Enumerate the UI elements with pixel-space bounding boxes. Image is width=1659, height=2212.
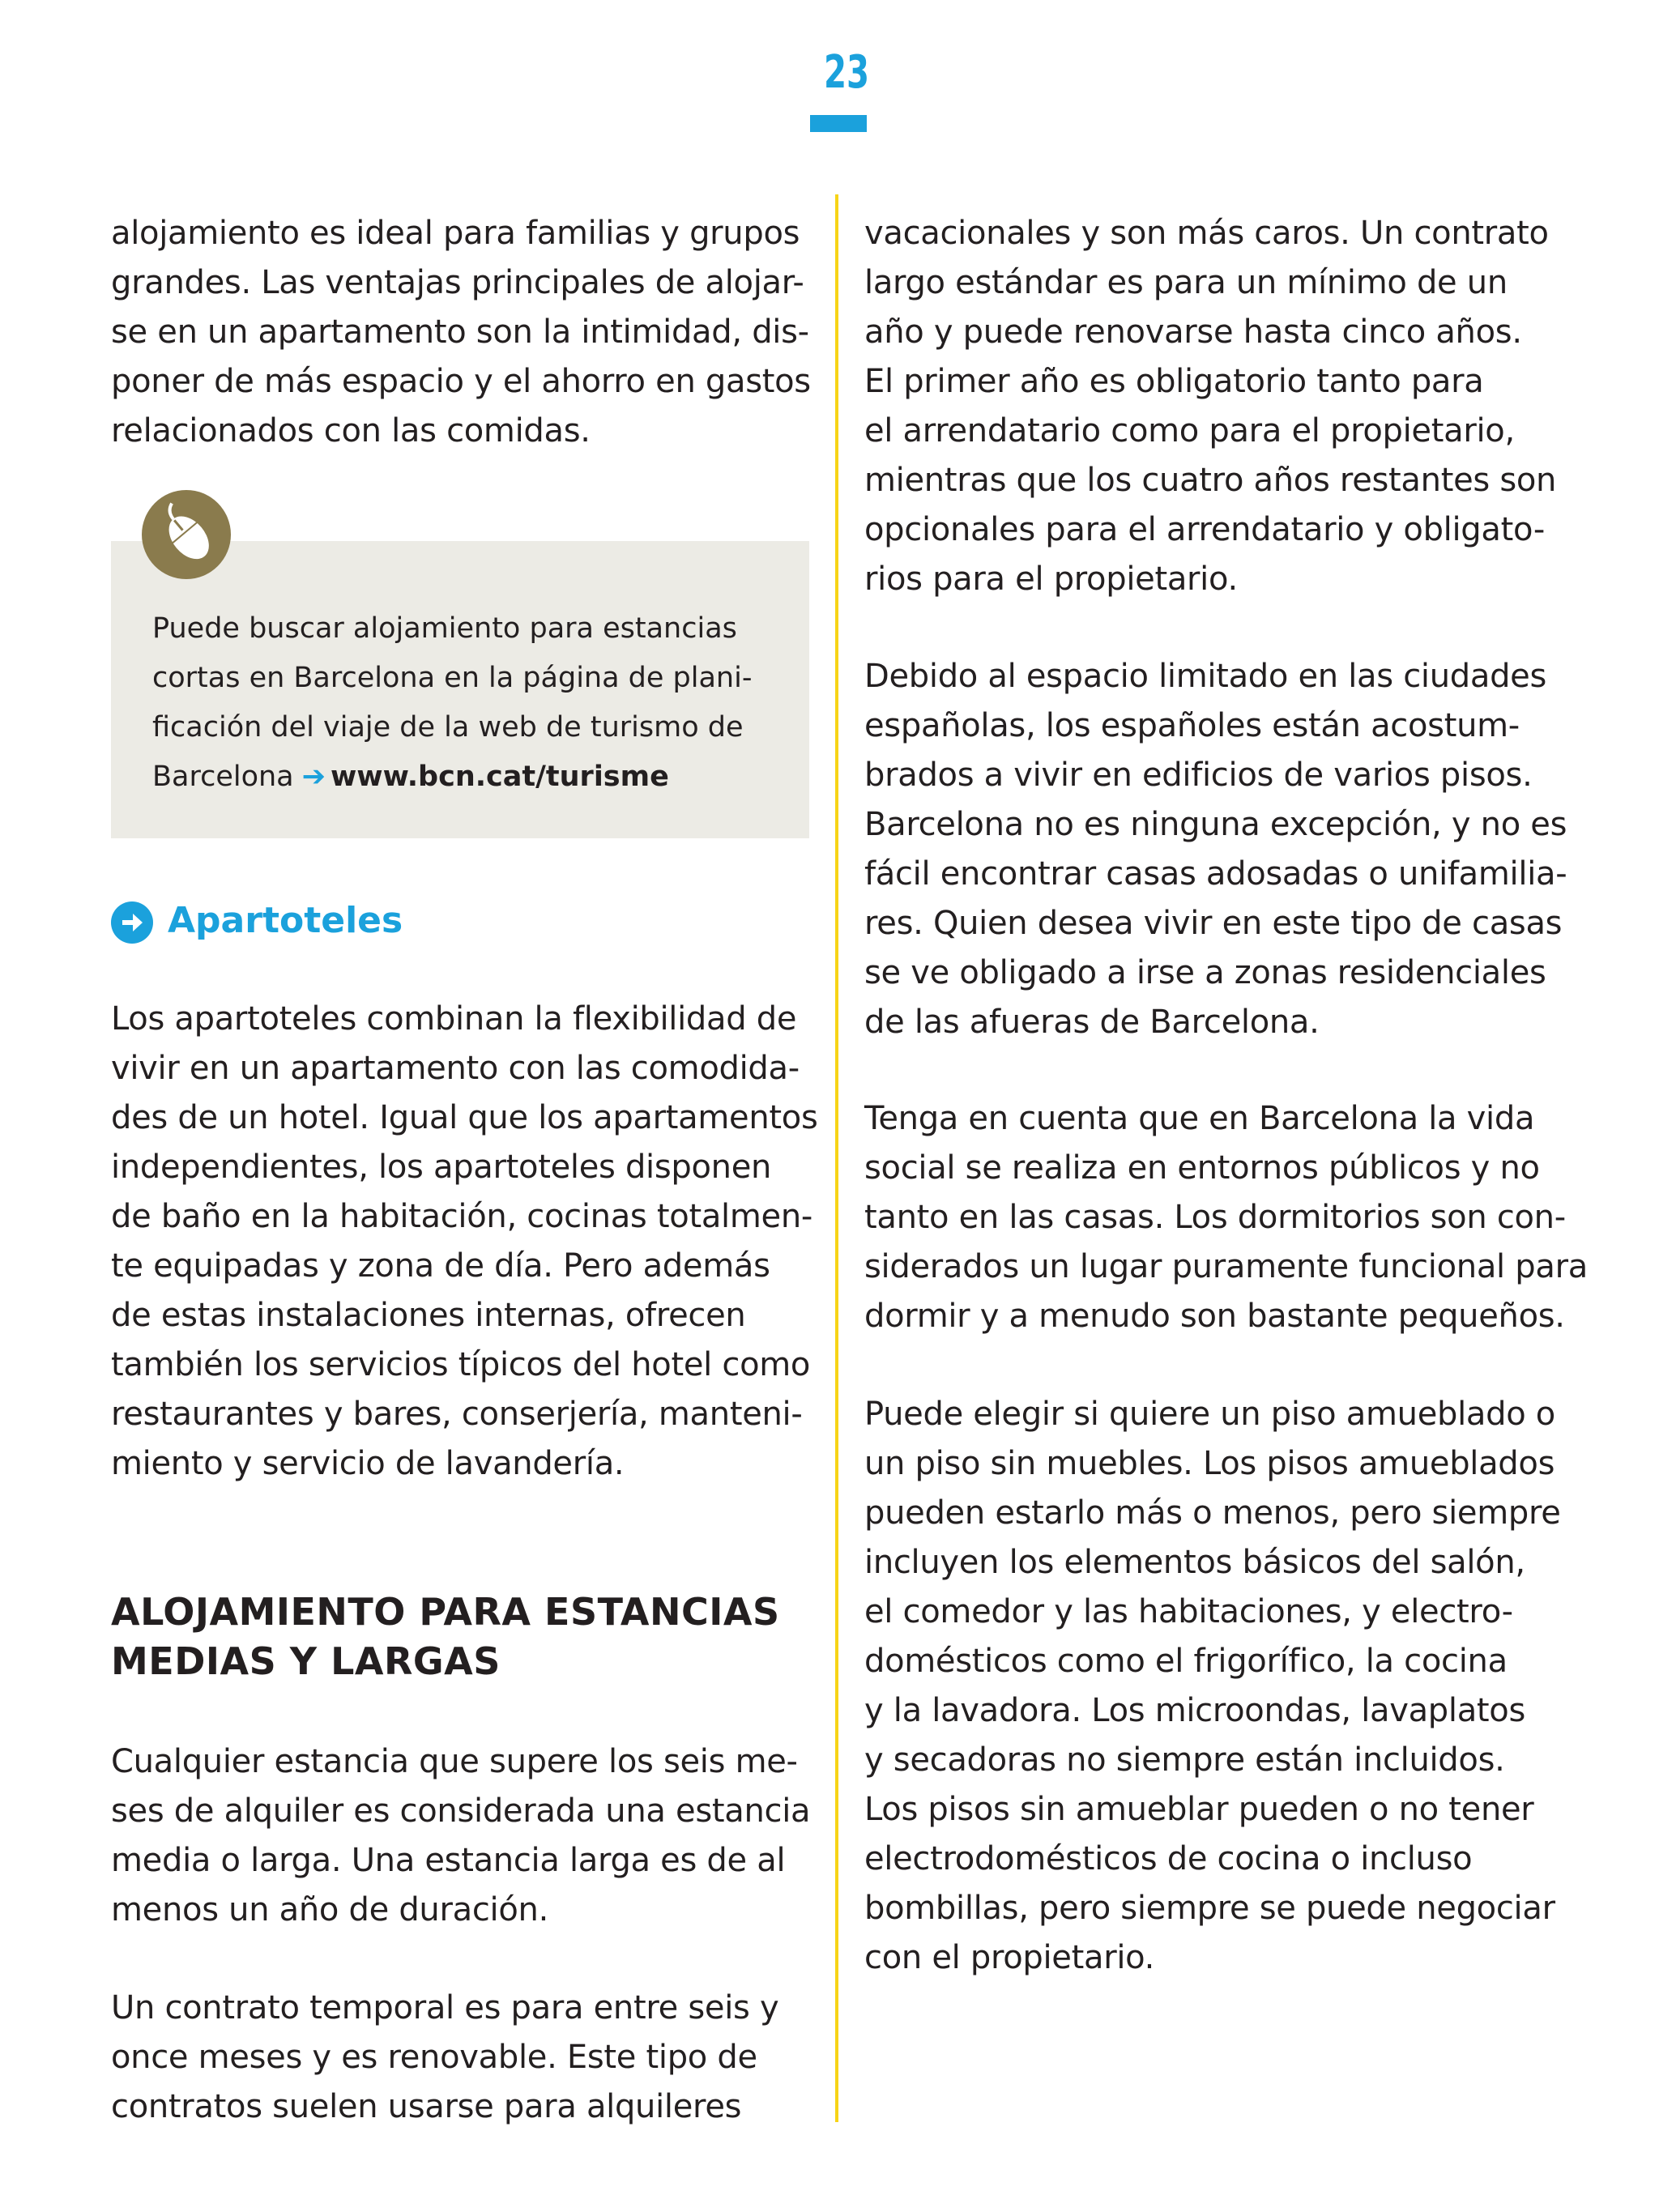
text-line: dormir y a menudo son bastante pequeños.	[864, 1298, 1565, 1335]
mouse-icon	[142, 490, 231, 579]
text-line: opcionales para el arrendatario y obligato-	[864, 511, 1546, 548]
text-line: El primer año es obligatorio tanto para	[864, 363, 1484, 400]
text-line: bombillas, pero siempre se puede negociar	[864, 1890, 1555, 1927]
text-line: de baño en la habitación, cocinas totalmen-	[111, 1198, 813, 1235]
text-line: relacionados con las comidas.	[111, 412, 591, 450]
right-paragraph-3	[864, 1094, 1588, 1341]
tip-last-text: Barcelona	[152, 761, 294, 793]
text-line: Barcelona no es ninguna excepción, y no es	[864, 806, 1567, 843]
text-line: brados a vivir en edificios de varios pisos.	[864, 757, 1533, 794]
text-line: tanto en las casas. Los dormitorios son con-	[864, 1199, 1566, 1236]
text-line: se ve obligado a irse a zonas residenciales	[864, 954, 1546, 991]
tip-line: cortas en Barcelona en la página de plani-	[152, 662, 753, 694]
page-number-bar	[810, 115, 867, 132]
text-line: Cualquier estancia que supere los seis me-	[111, 1743, 798, 1780]
tip-text	[152, 604, 752, 802]
text-line: de las afueras de Barcelona.	[864, 1004, 1320, 1041]
text-line: poner de más espacio y el ahorro en gastos	[111, 363, 811, 400]
section-title-line: ALOJAMIENTO PARA ESTANCIAS	[111, 1590, 780, 1634]
text-line: un piso sin muebles. Los pisos amueblados	[864, 1445, 1555, 1482]
text-line: restaurantes y bares, conserjería, manteni-	[111, 1396, 803, 1433]
left-paragraph-1	[111, 209, 811, 456]
text-line: también los servicios típicos del hotel como	[111, 1346, 811, 1383]
text-line: alojamiento es ideal para familias y grupos	[111, 215, 800, 252]
text-line: independientes, los apartoteles disponen	[111, 1149, 772, 1186]
left-paragraph-4	[111, 1984, 778, 2132]
text-line: Debido al espacio limitado en las ciudades	[864, 658, 1547, 695]
text-line: grandes. Las ventajas principales de alojar-	[111, 264, 804, 301]
text-line: menos un año de duración.	[111, 1891, 548, 1929]
tip-line: Puede buscar alojamiento para estancias	[152, 612, 737, 645]
right-paragraph-1	[864, 209, 1556, 604]
text-line: miento y servicio de lavandería.	[111, 1445, 625, 1482]
text-line: res. Quien desea vivir en este tipo de casas	[864, 905, 1563, 942]
text-line: social se realiza en entornos públicos y no	[864, 1149, 1540, 1187]
text-line: año y puede renovarse hasta cinco años.	[864, 313, 1522, 351]
arrow-circle-icon	[111, 901, 153, 944]
page-number: 23	[824, 46, 870, 99]
text-line: de estas instalaciones internas, ofrecen	[111, 1297, 746, 1334]
section-title	[111, 1588, 780, 1686]
tip-line: ficación del viaje de la web de turismo de	[152, 711, 744, 744]
text-line: vivir en un apartamento con las comodida-	[111, 1050, 800, 1087]
text-line: se en un apartamento son la intimidad, dis-	[111, 313, 809, 351]
text-line: once meses y es renovable. Este tipo de	[111, 2039, 757, 2076]
text-line: y la lavadora. Los microondas, lavaplatos	[864, 1692, 1526, 1729]
text-line: Un contrato temporal es para entre seis y	[111, 1989, 779, 2027]
text-line: siderados un lugar puramente funcional para	[864, 1248, 1588, 1285]
tip-line-last	[152, 752, 752, 802]
text-line: Los apartoteles combinan la flexibilidad de	[111, 1000, 797, 1038]
text-line: te equipadas y zona de día. Pero además	[111, 1247, 770, 1285]
text-line: el arrendatario como para el propietario,	[864, 412, 1515, 450]
section-title-line: MEDIAS Y LARGAS	[111, 1639, 501, 1683]
text-line: vacacionales y son más caros. Un contrato	[864, 215, 1549, 252]
text-line: fácil encontrar casas adosadas o unifamilia-	[864, 855, 1567, 893]
text-line: media o larga. Una estancia larga es de al	[111, 1842, 786, 1879]
left-paragraph-2	[111, 995, 818, 1489]
right-paragraph-4	[864, 1390, 1561, 1983]
text-line: Los pisos sin amueblar pueden o no tener	[864, 1791, 1534, 1828]
text-line: contratos suelen usarse para alquileres	[111, 2088, 742, 2125]
arrow-right-icon: ➔	[301, 761, 326, 793]
text-line: españolas, los españoles están acostum-	[864, 707, 1520, 744]
text-line: y secadoras no siempre están incluidos.	[864, 1741, 1505, 1779]
left-paragraph-3	[111, 1737, 810, 1935]
text-line: largo estándar es para un mínimo de un	[864, 264, 1508, 301]
tip-url-link[interactable]: www.bcn.cat/turisme	[330, 761, 669, 793]
text-line: ses de alquiler es considerada una estancia	[111, 1792, 811, 1830]
text-line: pueden estarlo más o menos, pero siempre	[864, 1494, 1561, 1532]
column-divider	[835, 194, 838, 2122]
text-line: rios para el propietario.	[864, 560, 1238, 598]
text-line: electrodomésticos de cocina o incluso	[864, 1840, 1473, 1877]
text-line: Tenga en cuenta que en Barcelona la vida	[864, 1100, 1535, 1137]
text-line: el comedor y las habitaciones, y electro-	[864, 1593, 1513, 1630]
right-paragraph-2	[864, 652, 1567, 1047]
text-line: mientras que los cuatro años restantes son	[864, 462, 1557, 499]
text-line: domésticos como el frigorífico, la cocina	[864, 1643, 1508, 1680]
text-line: con el propietario.	[864, 1939, 1155, 1976]
subheading-apartoteles: Apartoteles	[168, 900, 403, 941]
text-line: des de un hotel. Igual que los apartamentos	[111, 1099, 818, 1136]
text-line: incluyen los elementos básicos del salón,	[864, 1544, 1525, 1581]
text-line: Puede elegir si quiere un piso amueblado o	[864, 1396, 1555, 1433]
